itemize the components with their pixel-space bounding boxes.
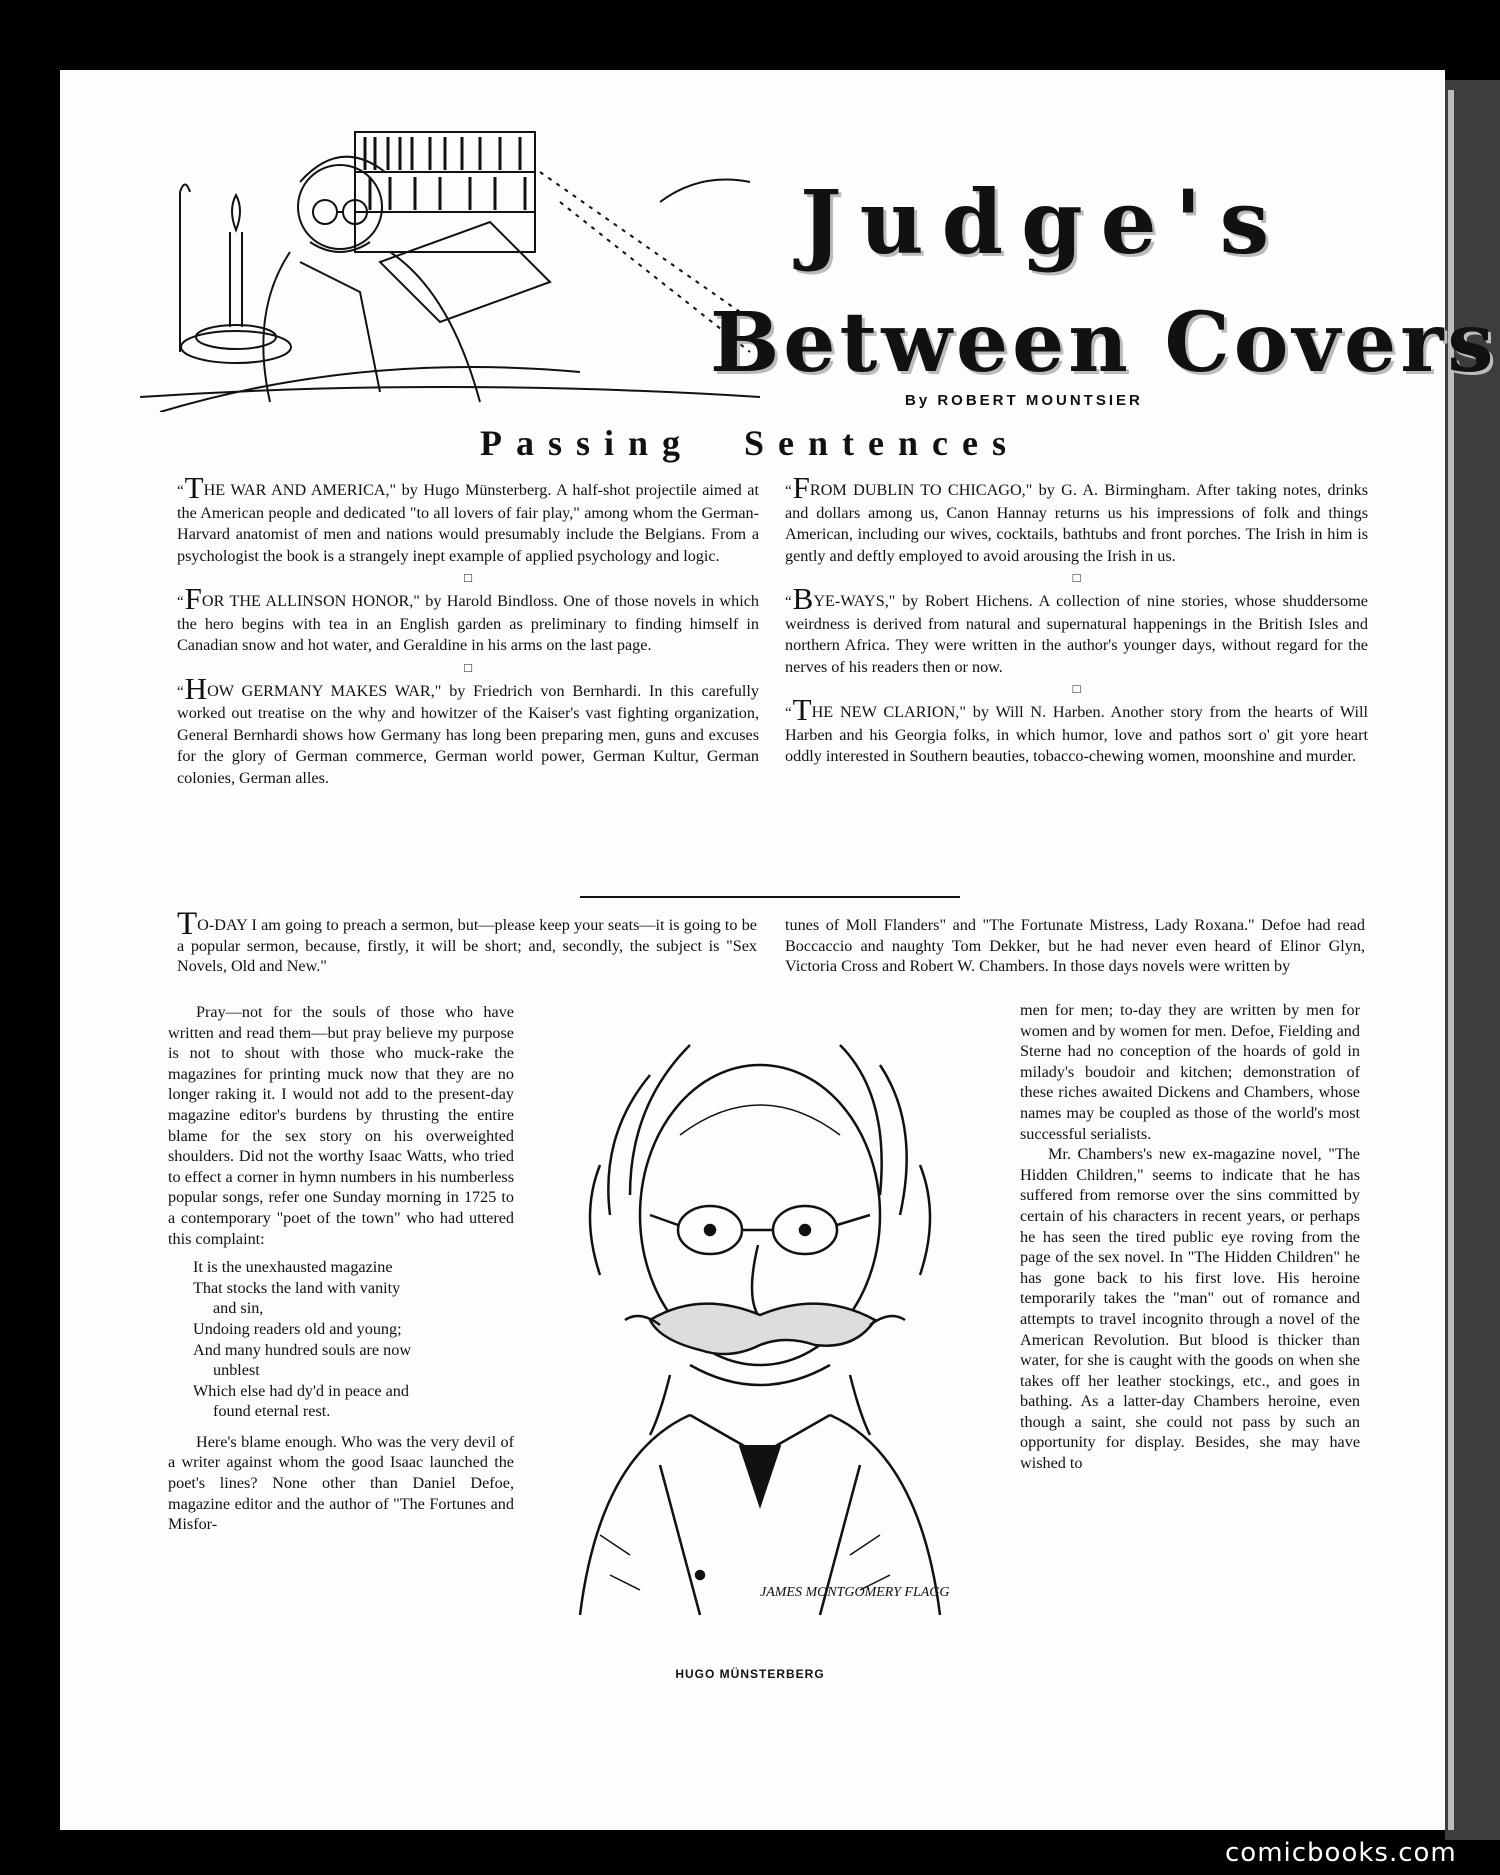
review-item: “FOR THE ALLINSON HONOR," by Harold Bindloss. One of those novels in which the hero begins with tea in an English garden as preliminary to finding himself in Canadian snow and hot water, and Geraldine in his arms on the last page. <box>177 581 759 654</box>
page-title-line-2: Between Covers <box>710 295 1498 391</box>
review-item: “BYE-WAYS," by Robert Hichens. A collection of nine stories, whose shuddersome weirdness is derived from natural and supernatural happenings in the British Isles and northern Africa. They were written in the author's younger days, without regard for the nerves of his readers then or now. <box>785 581 1368 676</box>
horizontal-rule <box>580 896 960 898</box>
article-opening <box>177 906 757 977</box>
review-drop-cap: F <box>792 470 810 505</box>
article-opening-text: O-DAY I am going to preach a sermon, but—please keep your seats—it is going to be a popular sermon, because, firstly, it will be short; and, secondly, the subject is "Sex Novels, Old and New." <box>177 916 757 976</box>
article-drop-cap: T <box>177 906 198 942</box>
article-right-column <box>1020 1000 1360 1474</box>
header-illustration <box>140 112 760 412</box>
section-title-word-1: Passing <box>479 423 695 463</box>
review-text: OR THE ALLINSON HONOR," by Harold Bindloss. One of those novels in which the hero begins with tea in an English garden as preliminary to finding himself in Canadian snow and hot water, and Geraldine in his arms on the last page. <box>177 592 759 654</box>
section-title-word-2: Sentences <box>744 423 1021 463</box>
review-drop-cap: T <box>184 470 204 505</box>
article-paragraph: Here's blame enough. Who was the very devil of a writer against whom the good Isaac launched the poet's lines? None other than Daniel Defoe, magazine editor and the author of "The Fortunes and Misfor- <box>168 1432 514 1534</box>
poem-line: It is the unexhausted magazine <box>193 1258 393 1277</box>
review-drop-cap: T <box>792 692 812 727</box>
review-item: “HOW GERMANY MAKES WAR," by Friedrich von Bernhardi. In this carefully worked out treatise on the why and howitzer of the Kaiser's vast fighting organization, General Bernhardi shows how Germany has long been preparing men, guns and excuses for the glory of German commerce, German world power, German Kultur, German colonies, German alles. <box>177 670 759 787</box>
reviews-right-column <box>785 470 1368 768</box>
review-drop-cap: B <box>792 581 814 616</box>
review-item: “THE WAR AND AMERICA," by Hugo Münsterberg. A half-shot projectile aimed at the American people and dedicated "to all lovers of fair play," among whom the German-Harvard anatomist of men and nations would presumably include the Belgians. From a psychologist the book is a strangely inept example of applied psychology and logic. <box>177 470 759 565</box>
article-paragraph: Mr. Chambers's new ex-magazine novel, "The Hidden Children," seems to indicate that he has suffered from remorse over the sins committed by certain of his characters in recent years, or perhaps he has seen the tired public eye roving from the page of the sex novel. In "The Hidden Children" he has gone back to his first love. His heroine temporarily takes the "man" out of romance and attempts to travel incognito through a novel of the American Revolution. But blood is thicker than water, for she is caught with the goods on when she takes off her leather stockings, etc., and goes in bathing. As a latter-day Chambers heroine, even though a saint, she could not pass by such an opportunity for display. Besides, she may have wished to <box>1020 1145 1360 1473</box>
watermark: comicbooks.com <box>1225 1838 1457 1868</box>
portrait-illustration <box>540 1015 980 1635</box>
poem-line: Undoing readers old and young; <box>193 1319 402 1338</box>
review-text: HE NEW CLARION," by Will N. Harben. Another story from the hearts of Will Harben and his Georgia folks, in which humor, love and pathos sort o' git yore heart oddly interested in Southern beauties, tobacco-chewing women, moonshine and murder. <box>785 703 1368 765</box>
article-left-column <box>168 1002 514 1535</box>
page-title-line-1: Judge's <box>800 170 1288 274</box>
review-separator: □ <box>464 659 472 675</box>
review-text: HE WAR AND AMERICA," by Hugo Münsterberg. A half-shot projectile aimed at the American people and dedicated "to all lovers of fair play," among whom the German-Harvard anatomist of men and nations would presumably include the Belgians. From a psychologist the book is a strangely inept example of applied psychology and logic. <box>177 481 759 565</box>
review-separator: □ <box>464 570 472 585</box>
review-separator: □ <box>1072 681 1081 696</box>
poem-line: unblest <box>213 1361 260 1380</box>
review-item: “FROM DUBLIN TO CHICAGO," by G. A. Birmingham. After taking notes, drinks and dollars among us, Canon Hannay returns us his impressions of folk and things American, including our wives, cocktails, bathtubs and front porches. The Irish in him is gently and deftly employed to avoid arousing the Irish in us. <box>785 470 1368 565</box>
byline: By ROBERT MOUNTSIER <box>905 392 1143 409</box>
poem-line: And many hundred souls are now <box>193 1340 412 1359</box>
reviews-left-column <box>177 470 759 789</box>
review-text: ROM DUBLIN TO CHICAGO," by G. A. Birmingham. After taking notes, drinks and dollars among us, Canon Hannay returns us his impressions of folk and things American, including our wives, cocktails, bathtubs and front porches. The Irish in him is gently and deftly employed to avoid arousing the Irish in us. <box>785 481 1368 565</box>
poem-line: and sin, <box>213 1299 264 1318</box>
review-text: YE-WAYS," by Robert Hichens. A collection of nine stories, whose shuddersome weirdness is derived from natural and supernatural happenings in the British Isles and northern Africa. They were written in the author's younger days, without regard for the nerves of his readers then or now. <box>785 592 1368 676</box>
review-drop-cap: F <box>184 581 202 616</box>
poem-line: found eternal rest. <box>213 1402 331 1421</box>
article-paragraph: Pray—not for the souls of those who have written and read them—but pray believe my purpose is not to shout with those who muck-rake the magazines for printing muck now that they are no longer raking it. I would not add to the present-day magazine editor's burdens by thrusting the entire blame for the sex story on his overweighted shoulders. Did not the worthy Isaac Watts, who tried to effect a corner in hymn numbers in his numberless popular songs, refer one Sunday morning in 1725 to a contemporary "poet of the town" who had uttered this complaint: <box>168 1003 514 1248</box>
review-separator: □ <box>1072 570 1081 585</box>
portrait-caption: HUGO MÜNSTERBERG <box>675 1667 825 1681</box>
article-paragraph: tunes of Moll Flanders" and "The Fortunate Mistress, Lady Roxana." Defoe had read Boccaccio and naughty Tom Dekker, but he had never even heard of Elinor Glyn, Victoria Cross and Robert W. Chambers. In those days novels were written by <box>785 916 1365 976</box>
review-drop-cap: H <box>184 670 208 706</box>
article-right-column-top <box>785 915 1365 977</box>
portrait-signature: JAMES MONTGOMERY FLAGG <box>760 1585 950 1600</box>
review-item: “THE NEW CLARION," by Will N. Harben. Another story from the hearts of Will Harben and his Georgia folks, in which humor, love and pathos sort o' git yore heart oddly interested in Southern beauties, tobacco-chewing women, moonshine and murder. <box>785 692 1368 765</box>
poem-line: Which else had dy'd in peace and <box>193 1381 409 1400</box>
article-paragraph: men for men; to-day they are written by men for women and by women for men. Defoe, Fielding and Sterne had no conception of the hoards of gold in milady's boudoir and kitchen; demonstration of these riches awaited Dickens and Chambers, whose names may be coupled as those of the world's most successful serialists. <box>1020 1001 1360 1143</box>
section-title <box>0 422 1500 464</box>
poem-quote <box>193 1257 514 1422</box>
review-text: OW GERMANY MAKES WAR," by Friedrich von Bernhardi. In this carefully worked out treatise on the why and howitzer of the Kaiser's vast fighting organization, General Bernhardi shows how Germany has long been preparing men, guns and excuses for the glory of German commerce, German world power, German Kultur, German colonies, German alles. <box>177 681 759 787</box>
poem-line: That stocks the land with vanity <box>193 1278 401 1297</box>
